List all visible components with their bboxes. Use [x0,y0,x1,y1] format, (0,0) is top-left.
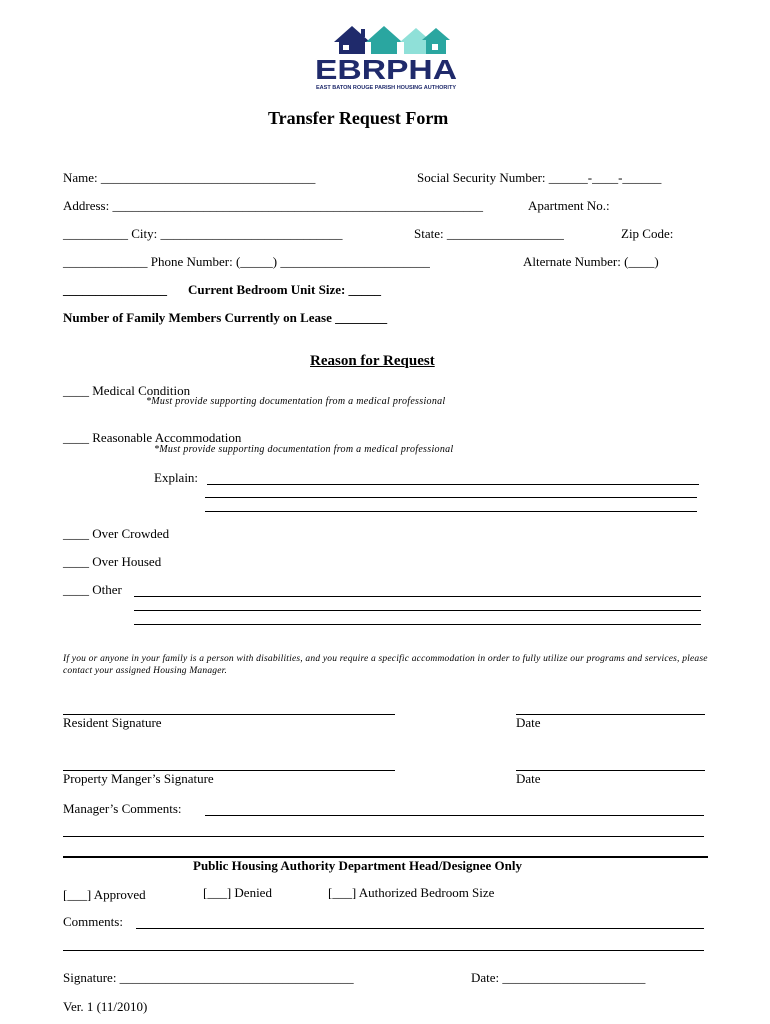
reasonable-accommodation-option[interactable]: ____ Reasonable Accommodation [63,430,242,445]
manager-comments-line-2[interactable] [63,836,704,837]
resident-date-line[interactable] [516,714,705,715]
name-field[interactable]: Name: _________________________________ [63,170,316,185]
other-line-1[interactable] [134,596,701,597]
logo-tagline: EAST BATON ROUGE PARISH HOUSING AUTHORITY [316,85,457,91]
phone-field[interactable]: _____________ Phone Number: (_____) _______________________ [63,254,430,269]
medical-note: *Must provide supporting documentation from a medical professional [146,396,446,407]
pha-heading: Public Housing Authority Department Head/Designee Only [193,858,522,873]
apartment-field[interactable]: Apartment No.: [528,198,610,213]
form-title: Transfer Request Form [268,108,449,128]
medical-condition-option[interactable]: ____ Medical Condition [63,383,191,398]
manager-comments-line-1[interactable] [205,815,704,816]
manager-signature-label: Property Manger’s Signature [63,771,214,786]
address-field[interactable]: Address: _________________________________________________________ [63,198,483,213]
accommodation-note: *Must provide supporting documentation from a medical professional [154,444,454,455]
state-field[interactable]: State: __________________ [414,226,564,241]
pha-comments-label: Comments: [63,914,123,929]
bedroom-size-field[interactable]: Current Bedroom Unit Size: _____ [188,282,382,297]
approved-checkbox[interactable]: [___] Approved [63,887,146,902]
pha-comments-line-2[interactable] [63,950,704,951]
explain-label: Explain: [154,470,199,485]
pha-comments-line-1[interactable] [136,928,704,929]
resident-date-label: Date [516,715,541,730]
manager-comments-label: Manager’s Comments: [63,801,182,816]
pha-signature-field[interactable]: Signature: ____________________________________ [63,970,354,985]
other-line-2[interactable] [134,610,701,611]
manager-date-label: Date [516,771,541,786]
other-line-3[interactable] [134,624,701,625]
reason-heading: Reason for Request [310,353,435,369]
pha-date-field[interactable]: Date: ______________________ [471,970,646,985]
bedroom-blank[interactable]: ________________ [63,282,167,297]
city-field[interactable]: __________ City: ____________________________ [63,226,343,241]
explain-line-3[interactable] [205,511,697,512]
ssn-field[interactable]: Social Security Number: ______-____-______ [417,170,662,185]
zip-field[interactable]: Zip Code: [621,226,674,241]
manager-date-line[interactable] [516,770,705,771]
over-housed-option[interactable]: ____ Over Housed [63,554,162,569]
version-label: Ver. 1 (11/2010) [63,999,148,1014]
logo-acronym: EBRPHA [315,54,457,85]
disability-notice: If you or anyone in your family is a person with disabilities, and you require a specific accommodation in order to fully utilize our programs and services, please contact your assigned Housing Manager. [63,654,708,676]
explain-line-1[interactable] [207,484,699,485]
ebrpha-logo [312,20,460,92]
explain-line-2[interactable] [205,497,697,498]
denied-checkbox[interactable]: [___] Denied [203,885,272,900]
over-crowded-option[interactable]: ____ Over Crowded [63,526,170,541]
family-members-field[interactable]: Number of Family Members Currently on Lease ________ [63,310,388,325]
alternate-number-field[interactable]: Alternate Number: (____) [523,254,659,269]
resident-signature-label: Resident Signature [63,715,162,730]
houses-icon [334,26,450,54]
other-option[interactable]: ____ Other [63,582,122,597]
authorized-bedroom-checkbox[interactable]: [___] Authorized Bedroom Size [328,885,495,900]
